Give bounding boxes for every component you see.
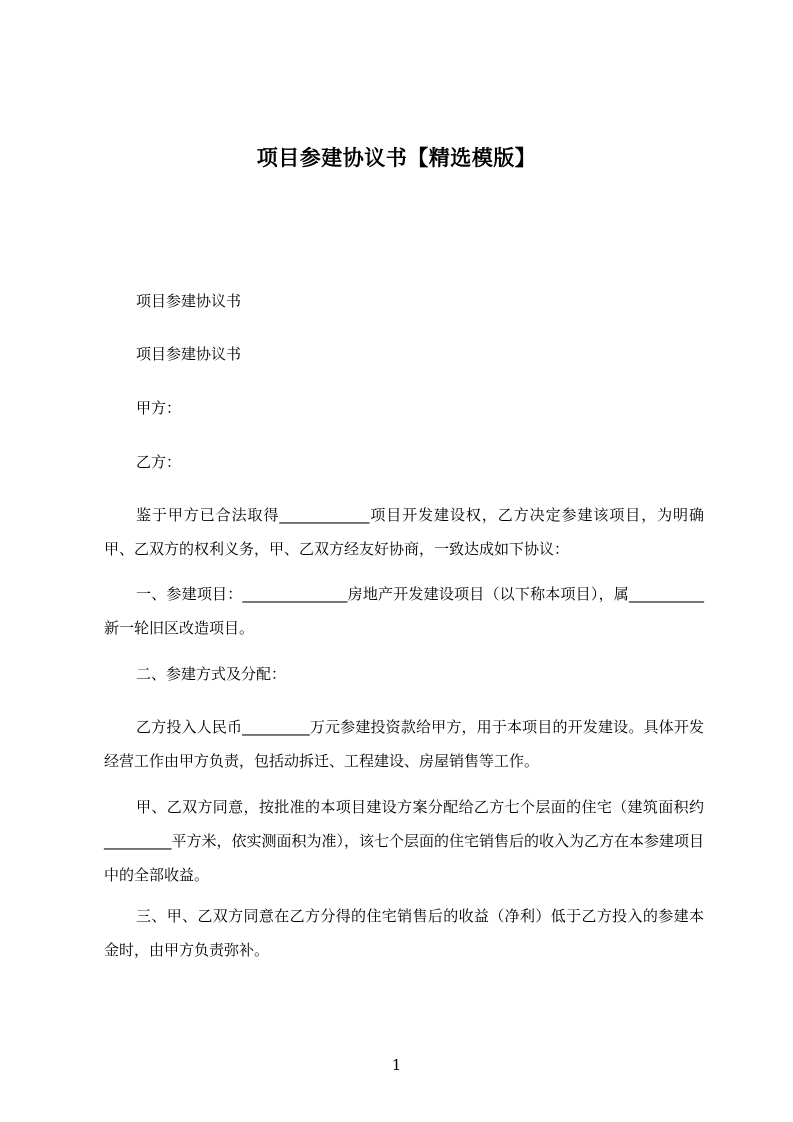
intro-paragraph: 鉴于甲方已合法取得____________项目开发建设权，乙方决定参建该项目，为明确甲、乙双方的权利义务，甲、乙双方经友好协商，一致达成如下协议： <box>104 506 704 558</box>
clause-1-paragraph: 一、参建项目：______________房地产开发建设项目（以下称本项目），属__________新一轮旧区改造项目。 <box>104 585 704 637</box>
page-number: 1 <box>391 1056 402 1074</box>
clause-2-paragraph-2: 甲、乙双方同意，按批准的本项目建设方案分配给乙方七个层面的住宅（建筑面积约_________平方米，依实测面积为准），该七个层面的住宅销售后的收入为乙方在本参建项目中的全部收益。 <box>104 798 705 884</box>
document-title: 项目参建协议书【精选模版】 <box>256 146 537 170</box>
doc-heading-2: 项目参建协议书 <box>136 345 242 363</box>
clause-2-paragraph-1: 乙方投入人民币_________万元参建投资款给甲方，用于本项目的开发建设。具体开发经营工作由甲方负责，包括动拆迁、工程建设、房屋销售等工作。 <box>104 718 704 770</box>
clause-2-heading: 二、参建方式及分配： <box>136 665 287 683</box>
party-a-label: 甲方： <box>136 399 182 417</box>
clause-3-paragraph: 三、甲、乙双方同意在乙方分得的住宅销售后的收益（净利）低于乙方投入的参建本金时，由甲方负责弥补。 <box>104 907 704 959</box>
doc-heading-1: 项目参建协议书 <box>136 292 242 310</box>
party-b-label: 乙方： <box>136 453 182 471</box>
